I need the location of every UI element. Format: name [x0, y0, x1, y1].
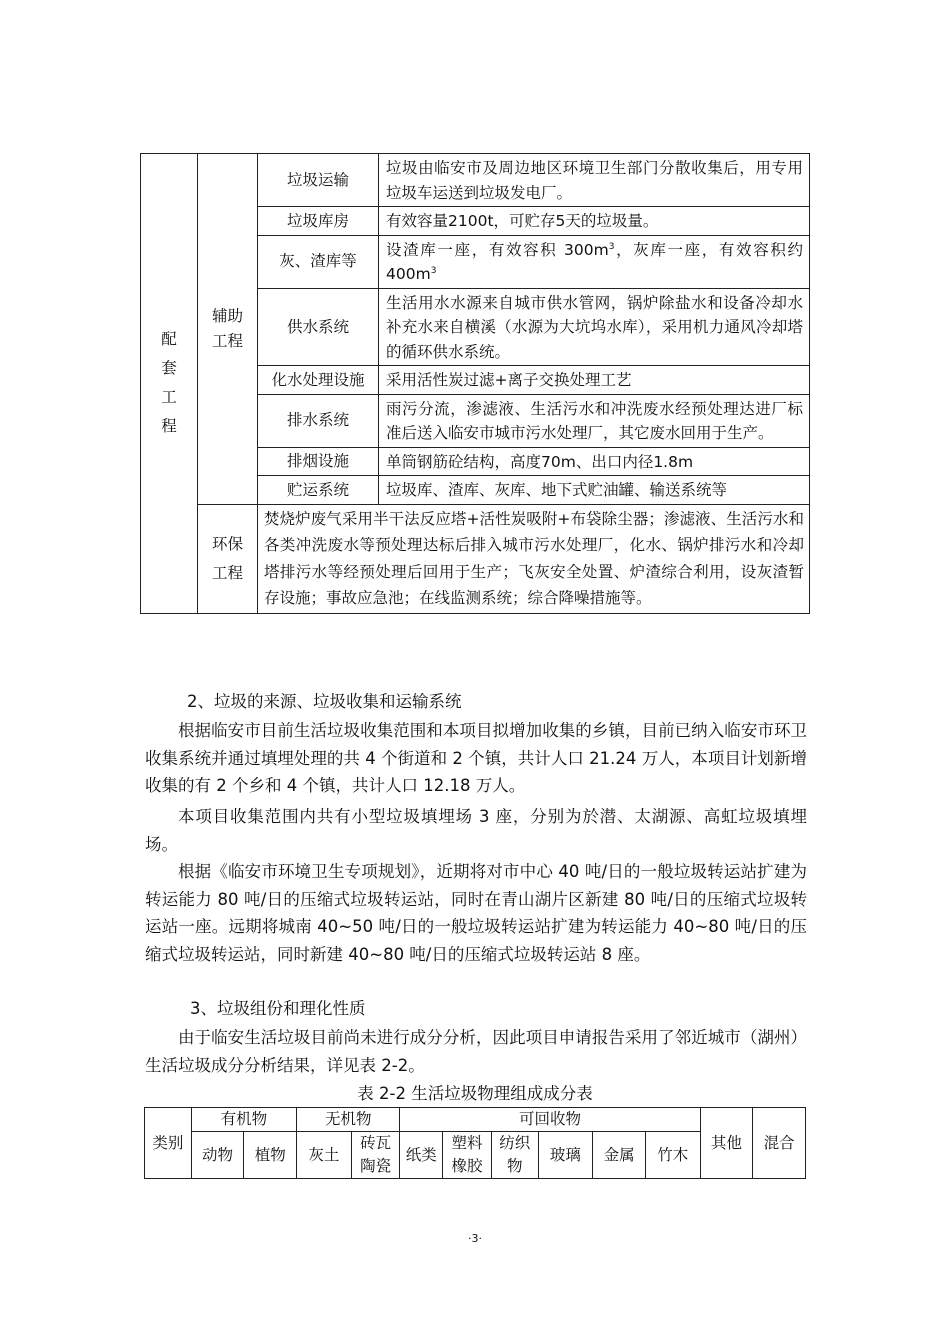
engineering-table	[140, 153, 810, 614]
sub-brick-2: 陶瓷	[360, 1157, 392, 1175]
group-cell	[141, 154, 198, 614]
header-other: 其他	[700, 1108, 753, 1179]
auxiliary-label: 辅助工程	[212, 307, 244, 350]
sub-plastic	[443, 1132, 492, 1179]
paragraph: 根据《临安市环境卫生专项规划》，近期将对市中心 40 吨/日的一般垃圾转运站扩建为转运能力 80 吨/日的压缩式垃圾转运站，同时在青山湖片区新建 80 吨/日的压缩式垃圾转运站一座。远期将城南 40~50 吨/日的一般垃圾转运站扩建为转运能力 40~80 吨/日的压缩式垃圾转运站，同时新建 40~80 吨/日的压缩式垃圾转运站 8 座。	[145, 862, 807, 964]
sub-plastic-2: 橡胶	[451, 1157, 483, 1175]
row-name: 化水处理设施	[258, 366, 379, 395]
sub-brick-1: 砖瓦	[360, 1134, 392, 1152]
paragraph: 根据临安市目前生活垃圾收集范围和本项目拟增加收集的乡镇，目前已纳入临安市环卫收集系统并通过填埋处理的共 4 个街道和 2 个镇，共计人口 21.24 万人，本项目计划新增收集的有 2 个乡和 4 个镇，共计人口 12.18 万人。	[145, 721, 807, 795]
desc-part: 设渣库一座，有效容积 300m	[386, 240, 609, 259]
page-number: ·3·	[468, 1232, 482, 1245]
row-name: 垃圾运输	[258, 154, 379, 207]
header-organic: 有机物	[191, 1108, 296, 1132]
row-name: 垃圾库房	[258, 207, 379, 236]
auxiliary-cell	[198, 154, 258, 505]
superscript: 3	[430, 265, 437, 276]
env-cell	[198, 504, 258, 613]
row-name: 灰、渣库等	[258, 235, 379, 288]
env-desc: 焚烧炉废气采用半干法反应塔+活性炭吸附+布袋除尘器；渗滤液、生活污水和各类冲洗废水等预处理达标后排入城市污水处理厂，化水、锅炉排污水和冷却塔排污水等经预处理后回用于生产；飞灰安全处置、炉渣综合利用，设灰渣暂存设施；事故应急池；在线监测系统；综合降噪措施等。	[258, 504, 810, 613]
row-desc: 垃圾由临安市及周边地区环境卫生部门分散收集后，用专用垃圾车运送到垃圾发电厂。	[379, 154, 810, 207]
row-name: 排水系统	[258, 394, 379, 447]
paragraph: 本项目收集范围内共有小型垃圾填埋场 3 座，分别为於潜、太湖源、高虹垃圾填埋场。	[145, 807, 807, 854]
row-desc: 采用活性炭过滤+离子交换处理工艺	[379, 366, 810, 395]
composition-table	[144, 1107, 806, 1179]
sub-textile-2: 物	[506, 1157, 523, 1175]
sub-plastic-1: 塑料	[451, 1134, 483, 1152]
sub-soil: 灰土	[297, 1132, 352, 1179]
sub-plant: 植物	[244, 1132, 297, 1179]
group-label: 配套工程	[161, 330, 177, 436]
row-desc: 垃圾库、渣库、灰库、地下式贮油罐、输送系统等	[379, 476, 810, 505]
row-desc: 生活用水水源来自城市供水管网，锅炉除盐水和设备冷却水补充水来自横溪（水源为大坑坞水库），采用机力通风冷却塔的循环供水系统。	[379, 288, 810, 366]
row-desc: 有效容量2100t，可贮存5天的垃圾量。	[379, 207, 810, 236]
section-3-heading: 3、垃圾组份和理化性质	[190, 999, 366, 1018]
paragraph: 由于临安生活垃圾目前尚未进行成分分析，因此项目申请报告采用了邻近城市（湖州）生活垃圾成分分析结果，详见表 2-2。	[145, 1028, 807, 1075]
row-name: 排烟设施	[258, 447, 379, 476]
superscript: 3	[608, 241, 615, 252]
row-desc: 单筒钢筋砼结构，高度70m、出口内径1.8m	[379, 447, 810, 476]
header-category: 类别	[145, 1108, 192, 1179]
sub-bamboo: 竹木	[645, 1132, 700, 1179]
sub-textile-1: 纺织	[499, 1134, 531, 1152]
sub-metal: 金属	[593, 1132, 646, 1179]
table-caption: 表 2-2 生活垃圾物理组成成分表	[357, 1084, 593, 1103]
sub-animal: 动物	[191, 1132, 244, 1179]
row-desc	[379, 235, 810, 288]
sub-glass: 玻璃	[538, 1132, 593, 1179]
header-inorganic: 无机物	[297, 1108, 400, 1132]
row-desc: 雨污分流，渗滤液、生活污水和冲洗废水经预处理达进厂标准后送入临安市城市污水处理厂，其它废水回用于生产。	[379, 394, 810, 447]
header-recyclable: 可回收物	[400, 1108, 700, 1132]
header-mixed: 混合	[753, 1108, 806, 1179]
desc-part: ，灰库一座，有效容积约400m	[386, 240, 803, 283]
env-label: 环保工程	[212, 534, 244, 582]
sub-textile	[491, 1132, 538, 1179]
section-2-heading: 2、垃圾的来源、垃圾收集和运输系统	[187, 692, 462, 711]
sub-brick	[351, 1132, 400, 1179]
row-name: 贮运系统	[258, 476, 379, 505]
row-name: 供水系统	[258, 288, 379, 366]
sub-paper: 纸类	[400, 1132, 443, 1179]
